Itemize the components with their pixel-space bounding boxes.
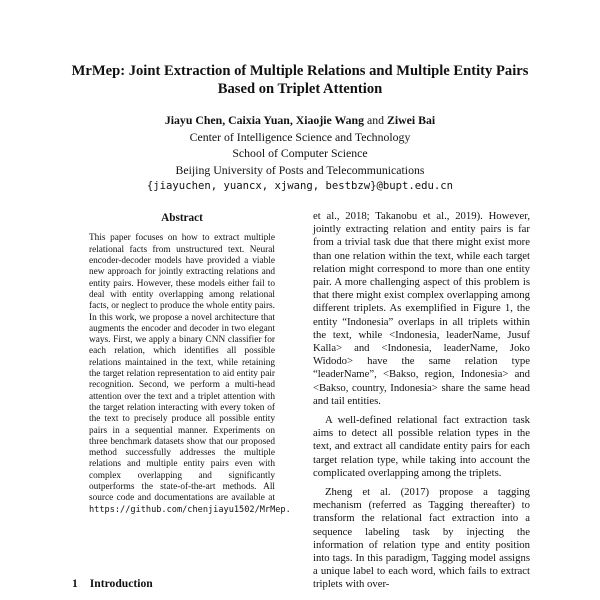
author-names-and: and [366, 113, 385, 127]
introduction-heading [72, 577, 153, 590]
paper-title-line-1: MrMep: Joint Extraction of Multiple Relations and Multiple Entity Pairs [71, 63, 529, 79]
author-name-last: Ziwei Bai [386, 113, 436, 127]
author-block [60, 112, 540, 195]
code-url-link[interactable]: https://github.com/chenjiayu1502/MrMep. [89, 504, 291, 515]
paper-title [60, 62, 540, 98]
paragraph-1: et al., 2018; Takanobu et al., 2019). However, jointly extracting relation and entity pairs is far from a trivial task due that there might exist more than one relation within the text, while each target relation might correspond to more than one entity pair. A more challenging aspect of this problem is that there might exist complex overlapping among different triplets. As exemplified in Figure 1, the entity “Indonesia” overlaps in all triplets within the text, while <Indonesia, leaderName, Jusuf Kalla> and <Indonesia, leaderName, Joko Widodo> have the same relation type “leaderName”, <Bakso, region, Indonesia> and <Bakso, country, Indonesia> share the same head and tail entities. [313, 210, 530, 407]
author-names-main: Jiayu Chen, Caixia Yuan, Xiaojie Wang [164, 113, 365, 127]
affiliation-university: Beijing University of Posts and Telecommunications [175, 162, 425, 177]
right-column [313, 210, 530, 598]
author-emails: {jiayuchen, yuancx, xjwang, bestbzw}@bupt.edu.cn [146, 180, 454, 192]
author-names [60, 112, 540, 129]
section-number: 1 [72, 577, 78, 590]
abstract-body [89, 233, 291, 515]
paper-title-line-2: Based on Triplet Attention [217, 81, 383, 97]
affiliation-school: School of Computer Science [232, 146, 368, 160]
abstract-heading: Abstract [161, 212, 203, 224]
left-column [89, 212, 291, 516]
section-title: Introduction [89, 577, 153, 590]
affiliation-center: Center of Intelligence Science and Technology [189, 129, 411, 144]
abstract-text: This paper focuses on how to extract multiple relational facts from unstructured text. Neural encoder-decoder models have provided a viable new approach for jointly extracting relations and entity pairs. However, these models either fail to deal with entity overlapping among relational facts, or neglect to produce the whole entity pairs. In this work, we propose a novel architecture that augments the encoder and decoder in two elegant ways. First, we apply a binary CNN classifier for each relation, which identifies all possible relations maintained in the text, while retaining the target relation representation to aid entity pair recognition. Second, we perform a multi-head attention over the text and a triplet attention with the target relation interacting with every token of the text to precisely produce all possible entity pairs in a sequential manner. Experiments on three benchmark datasets show that our proposed method successfully addresses the multiple relations and multiple entity pairs even with complex overlapping and significantly outperforms the state-of-the-art methods. All source code and documentations are available at [89, 233, 275, 504]
paragraph-2: A well-defined relational fact extraction task aims to detect all possible relation types in the text, and extract all candidate entity pairs for each target relation type, while taking into account the complicated overlapping among the triplets. [313, 414, 530, 479]
paragraph-3: Zheng et al. (2017) propose a tagging mechanism (referred as Tagging thereafter) to transform the relational fact extraction into a sequence labeling task by injecting the information of relation type and entity position into tags. In this paradigm, Tagging model assigns a unique label to each word, which fails to extract triplets with over- [313, 486, 530, 591]
